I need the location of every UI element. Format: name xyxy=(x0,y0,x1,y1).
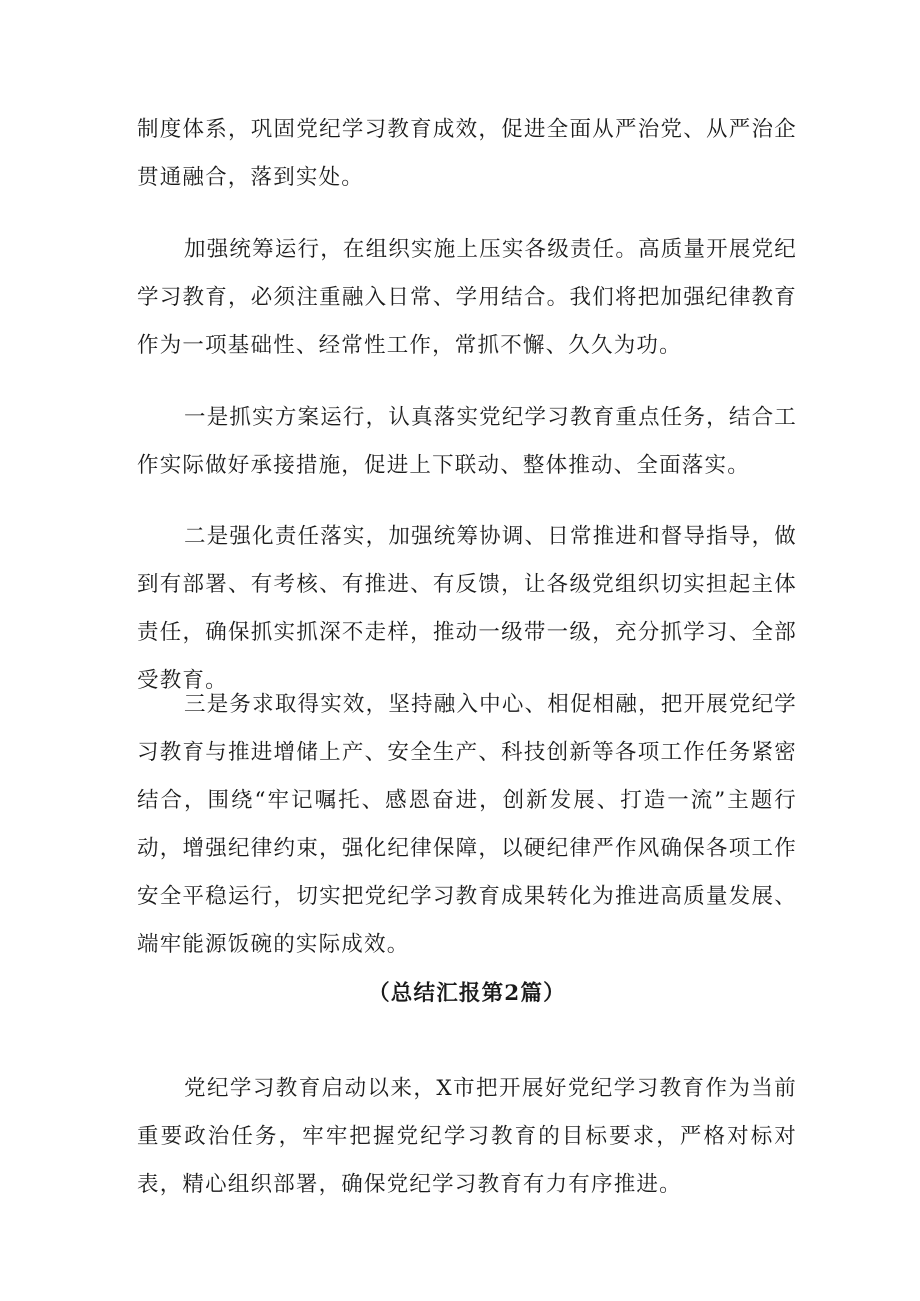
paragraph-point-three: 三是务求取得实效，坚持融入中心、相促相融，把开展党纪学习教育与推进增储上产、安全生产、科技创新等各项工作任务紧密结合，围绕“牢记嘱托、感恩奋进，创新发展、打造一流”主题行动，增强纪律约束，强化纪律保障，以硬纪律严作风确保各项工作安全平稳运行，切实把党纪学习教育成果转化为推进高质量发展、端牢能源饭碗的实际成效。 xyxy=(137,692,797,957)
section-heading: （总结汇报第2篇） xyxy=(368,981,566,1006)
paragraph-point-one: 一是抓实方案运行，认真落实党纪学习教育重点任务，结合工作实际做好承接措施，促进上下联动、整体推动、全面落实。 xyxy=(137,405,797,478)
paragraph-continuation: 制度体系，巩固党纪学习教育成效，促进全面从严治党、从严治企贯通融合，落到实处。 xyxy=(137,117,797,190)
paragraph-opening-summary: 党纪学习教育启动以来，X市把开展好党纪学习教育作为当前重要政治任务，牢牢把握党纪学习教育的目标要求，严格对标对表，精心组织部署，确保党纪学习教育有力有序推进。 xyxy=(137,1076,797,1197)
paragraph-coordinated-operation: 加强统筹运行，在组织实施上压实各级责任。高质量开展党纪学习教育，必须注重融入日常、学用结合。我们将把加强纪律教育作为一项基础性、经常性工作，常抓不懈、久久为功。 xyxy=(137,237,797,358)
paragraph-point-two: 二是强化责任落实，加强统筹协调、日常推进和督导指导，做到有部署、有考核、有推进、有反馈，让各级党组织切实担起主体责任，确保抓实抓深不走样，推动一级带一级，充分抓学习、全部受教育。 xyxy=(137,524,797,693)
